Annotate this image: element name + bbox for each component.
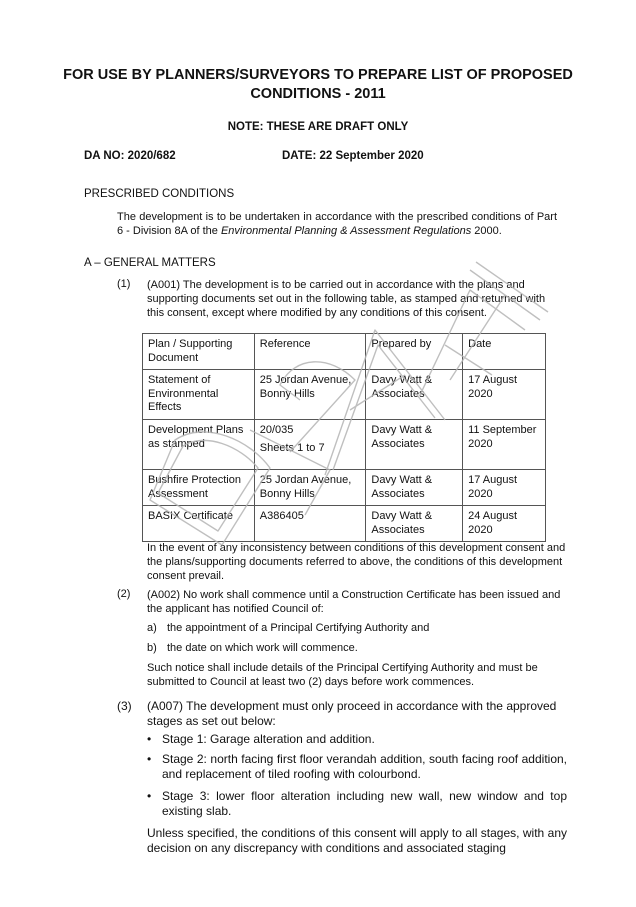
table-row <box>143 370 546 420</box>
table-cell: BASIX Certificate <box>143 506 255 542</box>
table-cell: 24 August 2020 <box>463 506 546 542</box>
sheets-note: Sheets 1 to 7 <box>259 441 325 454</box>
table-cell: Davy Watt & Associates <box>366 506 463 542</box>
table-row <box>143 506 546 542</box>
prescribed-text-regulation: Environmental Planning & Assessment Regulations <box>220 225 472 237</box>
condition-1-text: (A001) The development is to be carried out in accordance with the plans and supporting documents set out in the following table, as stamped and returned with this consent, except where modified by any conditions of this consent. <box>147 279 546 319</box>
list-item-label: b) <box>147 642 157 654</box>
table-cell: Davy Watt & Associates <box>366 420 463 470</box>
general-matters-heading: A – GENERAL MATTERS <box>84 257 216 269</box>
list-item <box>147 732 567 747</box>
list-item-text: the appointment of a Principal Certifying Authority and <box>167 622 430 634</box>
condition-1-after-text: In the event of any inconsistency between conditions of this development consent and the plans/supporting documents referred to above, the conditions of this development consent prevail. <box>147 542 566 582</box>
bullet-icon: • <box>147 732 152 746</box>
list-item-text: Stage 3: lower floor alteration including new wall, new window and top existing slab. <box>162 789 567 818</box>
condition-2-number: (2) <box>117 588 131 600</box>
list-item-text: Stage 1: Garage alteration and addition. <box>162 732 375 746</box>
table-header-cell: Reference <box>254 334 366 370</box>
table-cell: 17 August 2020 <box>463 470 546 506</box>
table-cell: Statement of Environmental Effects <box>143 370 255 420</box>
table-cell: 11 September 2020 <box>463 420 546 470</box>
da-number: DA NO: 2020/682 <box>84 150 176 162</box>
table-cell: A386405 <box>254 506 366 542</box>
prescribed-text-pre: The development is to be undertaken in accordance with the prescribed conditions of Part 6 - Division 8A of the <box>117 211 557 237</box>
document-title: FOR USE BY PLANNERS/SURVEYORS TO PREPARE LIST OF PROPOSED CONDITIONS - 2011 <box>63 67 573 102</box>
list-item-text: the date on which work will commence. <box>167 642 358 654</box>
condition-1-number: (1) <box>117 278 131 290</box>
condition-2-after-text: Such notice shall include details of the Principal Certifying Authority and must be submitted to Council at least two (2) days before work commences. <box>147 662 538 688</box>
list-item <box>147 789 567 819</box>
draft-note: NOTE: THESE ARE DRAFT ONLY <box>227 121 409 133</box>
table-cell: Development Plans as stamped <box>143 420 255 470</box>
table-cell: Bushfire Protection Assessment <box>143 470 255 506</box>
table-header-row <box>143 334 546 370</box>
condition-3-after-text: Unless specified, the conditions of this consent will apply to all stages, with any decision on any discrepancy with conditions and associated staging <box>147 826 567 855</box>
table-row <box>143 470 546 506</box>
bullet-icon: • <box>147 789 152 803</box>
list-item-label: a) <box>147 622 157 634</box>
list-item <box>147 752 567 782</box>
table-header-cell: Plan / Supporting Document <box>143 334 255 370</box>
table-row <box>143 420 546 470</box>
bullet-icon: • <box>147 752 152 766</box>
prescribed-text-post: 2000. <box>471 225 502 237</box>
table-cell: Davy Watt & Associates <box>366 470 463 506</box>
plans-table <box>142 333 546 542</box>
table-cell <box>254 420 366 470</box>
prescribed-conditions-heading: PRESCRIBED CONDITIONS <box>84 188 235 200</box>
table-header-cell: Date <box>463 334 546 370</box>
table-cell: 25 Jordan Avenue, Bonny Hills <box>254 370 366 420</box>
table-cell: Davy Watt & Associates <box>366 370 463 420</box>
condition-3-number: (3) <box>117 699 132 713</box>
list-item-text: Stage 2: north facing first floor verandah addition, south facing roof addition, and replacement of tiled roofing with colourbond. <box>162 752 567 781</box>
condition-2-text: (A002) No work shall commence until a Construction Certificate has been issued and the applicant has notified Council of: <box>147 589 561 615</box>
table-cell: 25 Jordan Avenue, Bonny Hills <box>254 470 366 506</box>
reference-number: 20/035 <box>259 424 294 436</box>
da-date: DATE: 22 September 2020 <box>282 150 424 162</box>
prescribed-conditions-text <box>117 210 557 238</box>
table-cell: 17 August 2020 <box>463 370 546 420</box>
table-header-cell: Prepared by <box>366 334 463 370</box>
condition-3-text: (A007) The development must only proceed in accordance with the approved stages as set out below: <box>147 699 557 728</box>
